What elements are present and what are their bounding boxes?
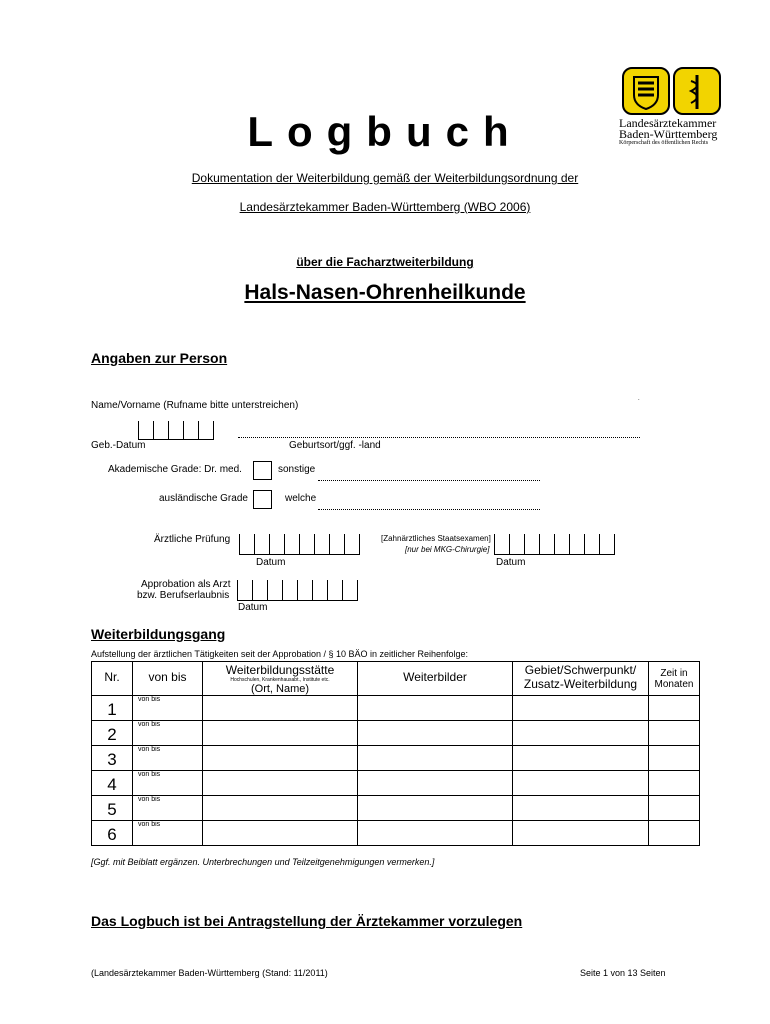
table-row [92, 746, 700, 771]
col-staette-sub: (Ort, Name) [250, 683, 310, 695]
row-vonbis[interactable]: von bis [133, 796, 203, 821]
row-nr: 1 [107, 700, 117, 719]
row-gebiet[interactable] [513, 721, 649, 746]
row-nr: 6 [107, 825, 117, 844]
row-nr: 5 [107, 800, 117, 819]
logo-line1: Landesärztekammer [619, 116, 717, 130]
row-nr: 4 [107, 775, 117, 794]
closing-statement: Das Logbuch ist bei Antragstellung der Ärztekammer vorzulegen [91, 913, 523, 929]
table-row [92, 771, 700, 796]
logo-line3: Körperschaft des öffentlichen Rechts [619, 140, 709, 146]
row-zeit[interactable] [649, 721, 700, 746]
geb-datum-boxes[interactable] [138, 421, 214, 440]
ausl-label: ausländische Grade [159, 493, 248, 504]
table-row [92, 721, 700, 746]
datum3-label: Datum [238, 602, 268, 613]
person-heading: Angaben zur Person [91, 350, 228, 366]
approb-datum-boxes[interactable] [237, 580, 358, 601]
row-staette[interactable] [203, 771, 358, 796]
row-staette[interactable] [203, 721, 358, 746]
geburtsort-line[interactable] [238, 437, 640, 438]
row-zeit[interactable] [649, 696, 700, 721]
ueber-label: über die Facharztweiterbildung [296, 255, 474, 269]
row-weiterbilder[interactable] [358, 696, 513, 721]
row-vonbis[interactable]: von bis [133, 696, 203, 721]
row-gebiet[interactable] [513, 746, 649, 771]
row-zeit[interactable] [649, 771, 700, 796]
subtitle-line1: Dokumentation der Weiterbildung gemäß der Weiterbildungsordnung der [191, 171, 579, 185]
dot-mark: . [638, 396, 640, 402]
row-staette[interactable] [203, 746, 358, 771]
col-zeit-line2: Monaten [654, 679, 694, 690]
datum2-label: Datum [496, 557, 526, 568]
dr-med-checkbox[interactable] [253, 461, 272, 480]
specialty-title: Hals-Nasen-Ohrenheilkunde [244, 281, 526, 304]
row-gebiet[interactable] [513, 696, 649, 721]
pruefung-label: Ärztliche Prüfung [154, 534, 231, 545]
weiterbildung-intro: Aufstellung der ärztlichen Tätigkeiten seit der Approbation / § 10 BÄO in zeitlicher Reihenfolge: [91, 649, 469, 659]
row-staette[interactable] [203, 796, 358, 821]
logo-line2: Baden-Württemberg [619, 127, 718, 141]
mkg-label: [nur bei MKG-Chirurgie] [405, 545, 490, 554]
col-gebiet-line2: Zusatz-Weiterbildung [523, 677, 638, 691]
col-staette: Weiterbildungsstätte [225, 663, 335, 677]
name-label: Name/Vorname (Rufname bitte unterstreichen) [91, 400, 299, 411]
page-title: Logbuch [247, 108, 523, 155]
row-vonbis[interactable]: von bis [133, 721, 203, 746]
col-weiterbilder: Weiterbilder [403, 670, 467, 684]
row-gebiet[interactable] [513, 796, 649, 821]
row-weiterbilder[interactable] [358, 821, 513, 846]
approb-line2: bzw. Berufserlaubnis [137, 590, 230, 601]
row-gebiet[interactable] [513, 821, 649, 846]
row-vonbis[interactable]: von bis [133, 746, 203, 771]
table-row [92, 821, 700, 846]
table-row [92, 796, 700, 821]
row-vonbis[interactable]: von bis [133, 771, 203, 796]
row-staette[interactable] [203, 821, 358, 846]
row-zeit[interactable] [649, 746, 700, 771]
table-note: [Ggf. mit Beiblatt ergänzen. Unterbrechungen und Teilzeitgenehmigungen vermerken.] [91, 857, 435, 867]
row-weiterbilder[interactable] [358, 796, 513, 821]
pruefung-datum-boxes[interactable] [239, 534, 360, 555]
subtitle-line2: Landesärztekammer Baden-Württemberg (WBO 2006) [239, 200, 531, 214]
row-gebiet[interactable] [513, 771, 649, 796]
table-header-row [92, 662, 700, 696]
footer-left: (Landesärztekammer Baden-Württemberg (Stand: 11/2011) [91, 968, 328, 978]
datum1-label: Datum [256, 557, 286, 568]
weiterbildung-heading: Weiterbildungsgang [91, 626, 226, 642]
row-nr: 3 [107, 750, 117, 769]
row-vonbis[interactable]: von bis [133, 821, 203, 846]
welche-line[interactable] [318, 509, 540, 510]
table-row [92, 696, 700, 721]
zahn-datum-boxes[interactable] [494, 534, 615, 555]
ausl-checkbox[interactable] [253, 490, 272, 509]
row-weiterbilder[interactable] [358, 771, 513, 796]
row-zeit[interactable] [649, 796, 700, 821]
sonstige-label: sonstige [278, 464, 316, 475]
footer-page: Seite 1 von 13 Seiten [580, 968, 666, 978]
geburtsort-label: Geburtsort/ggf. -land [289, 440, 381, 451]
row-weiterbilder[interactable] [358, 721, 513, 746]
approb-line1: Approbation als Arzt [141, 579, 231, 590]
row-zeit[interactable] [649, 821, 700, 846]
col-zeit-line1: Zeit in [660, 668, 688, 679]
col-gebiet-line1: Gebiet/Schwerpunkt/ [524, 663, 637, 677]
weiterbildung-table [91, 661, 700, 846]
col-nr: Nr. [104, 670, 120, 684]
col-staette-small: Hochschulen, Krankenhausabt., Institute etc. [230, 677, 330, 683]
sonstige-line[interactable] [318, 480, 540, 481]
geb-datum-label: Geb.-Datum [91, 440, 146, 451]
akad-label: Akademische Grade: Dr. med. [108, 464, 242, 475]
row-staette[interactable] [203, 696, 358, 721]
row-nr: 2 [107, 725, 117, 744]
welche-label: welche [285, 493, 317, 504]
zahn-label: [Zahnärztliches Staatsexamen] [381, 534, 491, 543]
row-weiterbilder[interactable] [358, 746, 513, 771]
col-vonbis: von bis [148, 670, 187, 684]
